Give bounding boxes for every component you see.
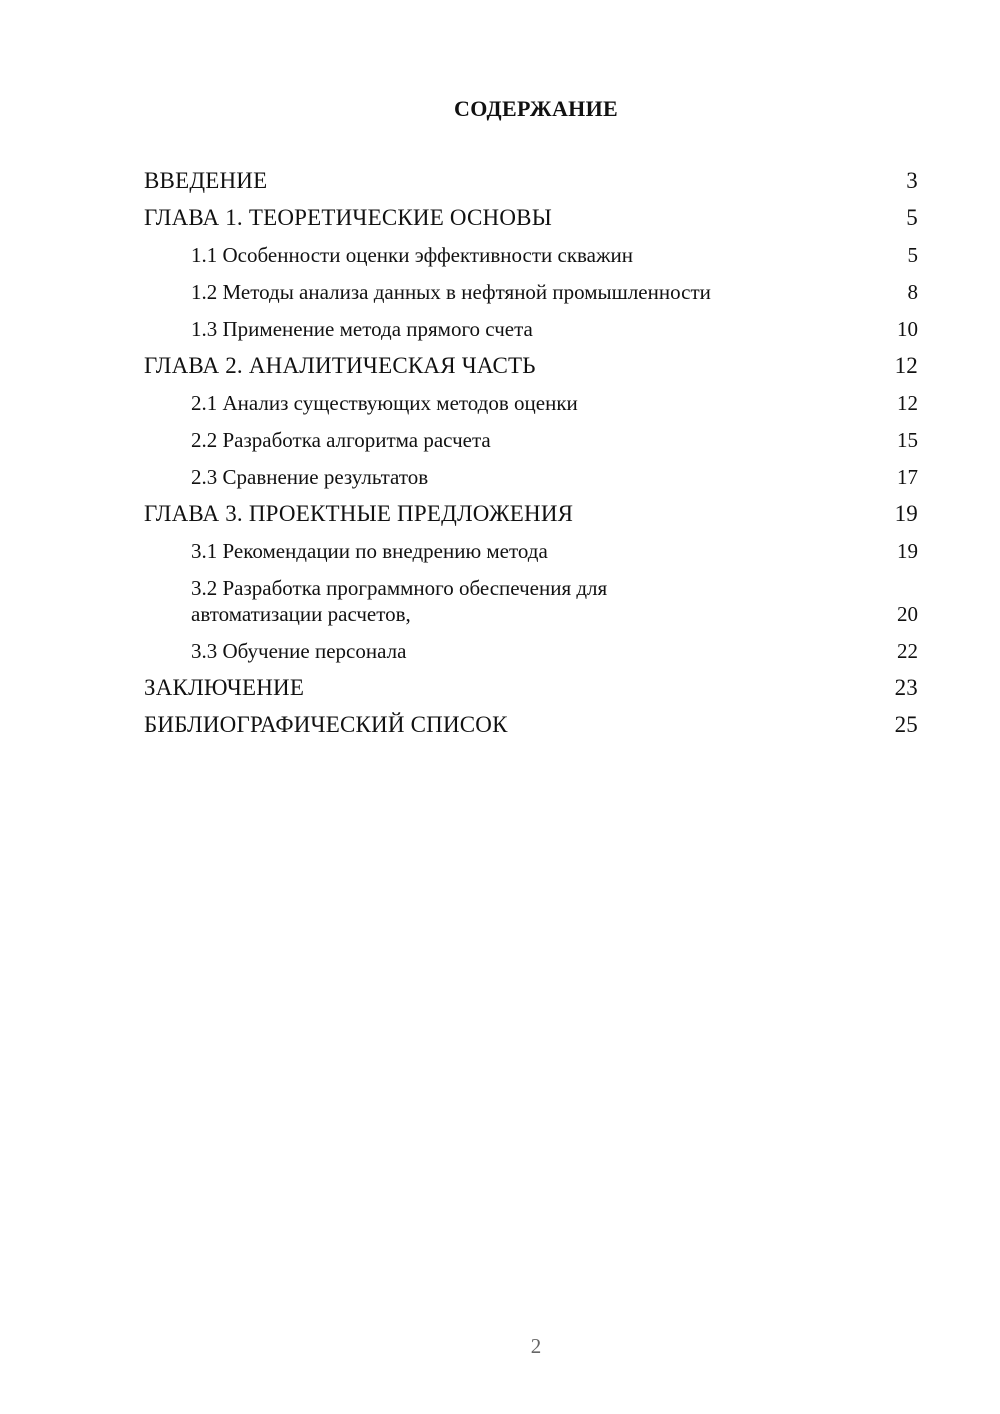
- toc-entry-page: 22: [897, 639, 918, 663]
- toc-entry-label: 2.2 Разработка алгоритма расчета: [191, 428, 491, 452]
- toc-entry-chapter-2: [144, 353, 918, 379]
- toc-entry-label: 2.1 Анализ существующих методов оценки: [191, 391, 578, 415]
- toc-entry-page: 12: [897, 391, 918, 415]
- toc-entry-introduction: [144, 168, 918, 194]
- toc-entry-page: 3: [906, 168, 918, 193]
- toc-entry-chapter-1: [144, 205, 918, 231]
- toc-entry-label: ЗАКЛЮЧЕНИЕ: [144, 675, 305, 700]
- toc-entry-label: 2.3 Сравнение результатов: [191, 465, 429, 489]
- toc-entry-section-1-1: [144, 242, 918, 268]
- toc-entry-label: 1.2 Методы анализа данных в нефтяной промышленности: [191, 280, 711, 304]
- toc-entry-section-3-1: [144, 538, 918, 564]
- toc-entry-label: ГЛАВА 1. ТЕОРЕТИЧЕСКИЕ ОСНОВЫ: [144, 205, 552, 230]
- page-number: 2: [530, 1334, 542, 1358]
- page-title: СОДЕРЖАНИЕ: [454, 96, 618, 121]
- toc-entry-page: 5: [906, 205, 918, 230]
- toc-entry-page: 20: [897, 602, 918, 626]
- toc-entry-section-1-3: [144, 316, 918, 342]
- toc-entry-label: 3.1 Рекомендации по внедрению метода: [191, 539, 548, 563]
- toc-entry-page: 15: [897, 428, 918, 452]
- toc-entry-page: 19: [894, 501, 918, 526]
- toc-entry-label: 3.3 Обучение персонала: [191, 639, 407, 663]
- toc-entry-section-2-1: [144, 390, 918, 416]
- toc-entry-label: БИБЛИОГРАФИЧЕСКИЙ СПИСОК: [144, 712, 508, 737]
- toc-entry-page: 25: [894, 712, 918, 737]
- toc-entry-page: 17: [897, 465, 918, 489]
- table-of-contents: [144, 168, 918, 749]
- toc-entry-label: ВВЕДЕНИЕ: [144, 168, 268, 193]
- toc-entry-page: 19: [897, 539, 918, 563]
- toc-entry-page: 10: [897, 317, 918, 341]
- toc-entry-label: ГЛАВА 2. АНАЛИТИЧЕСКАЯ ЧАСТЬ: [144, 353, 536, 378]
- toc-entry-section-2-2: [144, 427, 918, 453]
- toc-entry-section-3-2: [144, 575, 918, 627]
- toc-entry-page: 5: [907, 243, 918, 267]
- toc-entry-label: 3.2 Разработка программного обеспечения для автоматизации расчетов,: [191, 576, 608, 626]
- toc-entry-label: 1.3 Применение метода прямого счета: [191, 317, 533, 341]
- toc-entry-section-2-3: [144, 464, 918, 490]
- toc-entry-section-1-2: [144, 279, 918, 305]
- toc-entry-label: 1.1 Особенности оценки эффективности скважин: [191, 243, 633, 267]
- toc-entry-label: ГЛАВА 3. ПРОЕКТНЫЕ ПРЕДЛОЖЕНИЯ: [144, 501, 574, 526]
- toc-entry-chapter-3: [144, 501, 918, 527]
- toc-entry-bibliography: [144, 712, 918, 738]
- toc-entry-page: 23: [894, 675, 918, 700]
- toc-entry-section-3-3: [144, 638, 918, 664]
- toc-entry-page: 12: [894, 353, 918, 378]
- toc-entry-page: 8: [907, 280, 918, 304]
- toc-entry-conclusion: [144, 675, 918, 701]
